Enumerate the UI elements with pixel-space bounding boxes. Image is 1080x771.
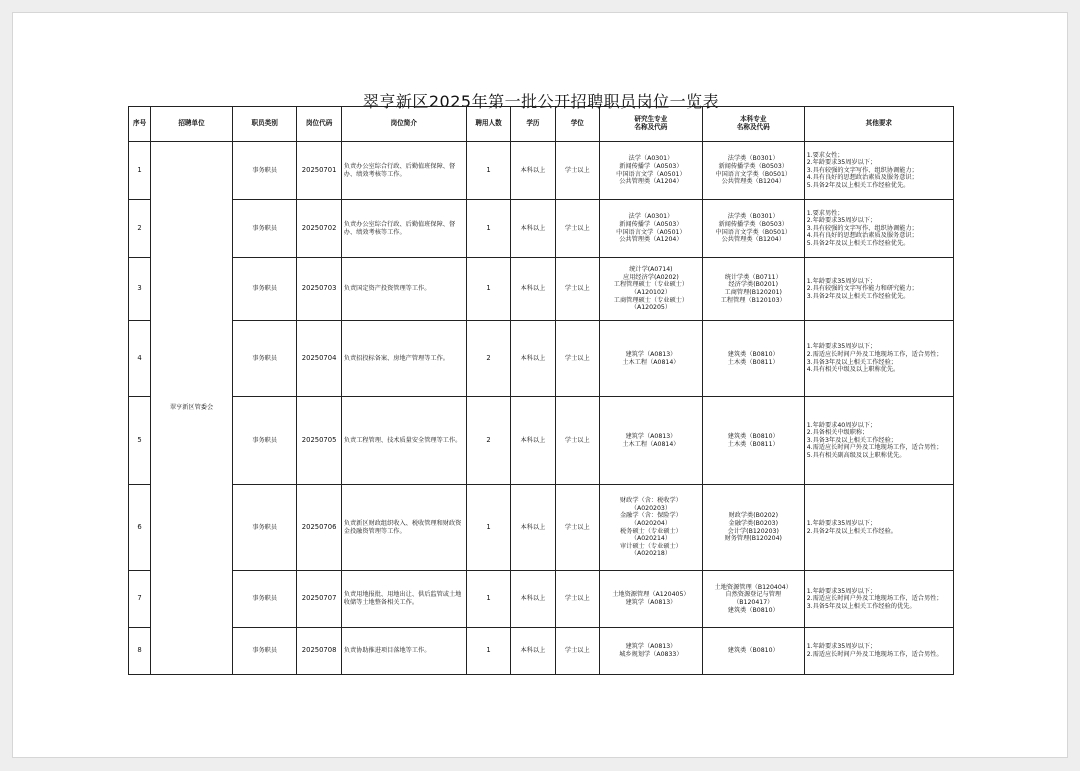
- table-row: [129, 200, 954, 258]
- cell-grad-major-line: 税务硕士（专业硕士）: [619, 527, 682, 535]
- header-ug-major: 本科专业 名称及代码: [702, 107, 804, 142]
- table-body: [129, 142, 954, 675]
- cell-seq: 1: [129, 142, 151, 200]
- cell-count: 1: [466, 485, 510, 571]
- cell-seq: 5: [129, 397, 151, 485]
- cell-ug-major: [702, 321, 804, 397]
- cell-ug-major: [702, 485, 804, 571]
- cell-desc: 负责办公室综合行政、后勤值班保障、督办、绩效考核等工作。: [341, 142, 466, 200]
- cell-ug-major-line: 土木类（B0811）: [727, 358, 779, 366]
- cell-other-line: 1.年龄要求35周岁以下；: [806, 343, 877, 351]
- cell-code: 20250708: [297, 628, 341, 675]
- cell-ug-major-line: 自然资源登记与管理: [725, 591, 782, 599]
- cell-code: 20250703: [297, 258, 341, 321]
- cell-grad-major-line: 城乡规划学（A0833）: [619, 651, 683, 658]
- cell-count: 1: [466, 258, 510, 321]
- cell-other-line: 2.需适应长时间户外及工地现场工作，适合男性。: [806, 651, 943, 658]
- cell-count: 1: [466, 628, 510, 675]
- cell-ug-major-line: 中国语言文学类（B0501）: [715, 228, 792, 236]
- header-seq: 序号: [129, 107, 151, 142]
- cell-other-line: 2.年龄要求35周岁以下；: [806, 159, 877, 167]
- cell-category: 事务职员: [232, 142, 297, 200]
- header-code: 岗位代码: [297, 107, 341, 142]
- cell-code: 20250701: [297, 142, 341, 200]
- cell-ug-major-line: 土木类（B0811）: [727, 440, 779, 448]
- cell-edu: 本科以上: [511, 321, 555, 397]
- cell-other-line: 3.具有较强的文字写作、组织协调能力；: [806, 166, 918, 174]
- cell-other-line: 4.具有相关中级及以上职称优先。: [806, 366, 900, 374]
- cell-count: 1: [466, 142, 510, 200]
- cell-edu: 本科以上: [511, 485, 555, 571]
- cell-desc: 负责国定资产投资管理等工作。: [341, 258, 466, 321]
- cell-desc: 负责新区财政组织收入、税收管理和财政资金投融资管理等工作。: [341, 485, 466, 571]
- cell-degree: 学士以上: [555, 571, 599, 628]
- cell-other-line: 3.具有较强的文字写作、组织协调能力；: [806, 224, 918, 232]
- cell-grad-major-line: 土地资源管理（A120405）: [612, 591, 690, 599]
- cell-category: 事务职员: [232, 397, 297, 485]
- cell-other-line: 5.具有相关副高级及以上职称优先。: [806, 451, 906, 459]
- cell-other-line: 3.具备2年及以上相关工作经验优先。: [806, 292, 910, 300]
- cell-grad-major-line: 法学（A0301）: [628, 213, 674, 221]
- cell-seq: 6: [129, 485, 151, 571]
- cell-desc: 负责办公室综合行政、后勤值班保障、督办、绩效考核等工作。: [341, 200, 466, 258]
- cell-ug-major-line: 财务管理(B120204): [724, 535, 782, 543]
- cell-grad-major-line: 工程管理硕士（专业硕士）: [613, 281, 689, 289]
- cell-ug-major-line: 工程管理（B120103）: [720, 296, 786, 304]
- cell-ug-major-line: 工商管理(B120201): [724, 289, 782, 296]
- cell-ug-major-line: 新闻传播学类（B0503）: [718, 162, 788, 170]
- positions-table: [128, 106, 954, 675]
- cell-desc: 负责招投标备案、房地产管理等工作。: [341, 321, 466, 397]
- cell-grad-major: [599, 485, 702, 571]
- cell-other-line: 5.具备2年及以上相关工作经验优先。: [806, 239, 910, 247]
- cell-desc: 负责用地报批、用地出让、供后监管或土地收储等土地整备相关工作。: [341, 571, 466, 628]
- cell-grad-major-line: 金融学（含：保险学）: [619, 512, 682, 520]
- cell-category: 事务职员: [232, 571, 297, 628]
- cell-grad-major-line: 法学（A0301）: [628, 155, 674, 163]
- cell-other-line: 2.具有较强的文字写作能力和研究能力；: [806, 285, 918, 293]
- cell-other-line: 1.要求男性；: [806, 209, 844, 217]
- cell-desc: 负责协助推进项目落地等工作。: [341, 628, 466, 675]
- cell-grad-major-line: （A020214）: [630, 535, 672, 543]
- cell-seq: 7: [129, 571, 151, 628]
- cell-other: [804, 397, 953, 485]
- cell-count: 2: [466, 397, 510, 485]
- header-desc: 岗位简介: [341, 107, 466, 142]
- cell-degree: 学士以上: [555, 628, 599, 675]
- cell-desc: 负责工程管理、技术质量安全管理等工作。: [341, 397, 466, 485]
- cell-seq: 4: [129, 321, 151, 397]
- cell-grad-major-line: （A020204）: [630, 519, 672, 527]
- cell-grad-major-line: 工商管理硕士（专业硕士）: [613, 296, 689, 304]
- table-row: [129, 321, 954, 397]
- cell-other-line: 1.年龄要求35周岁以下；: [806, 277, 877, 285]
- cell-grad-major: [599, 321, 702, 397]
- page-title: 翠亨新区2025年第一批公开招聘职员岗位一览表: [362, 92, 720, 111]
- cell-other: [804, 142, 953, 200]
- cell-ug-major: [702, 258, 804, 321]
- cell-count: 2: [466, 321, 510, 397]
- table-row: [129, 397, 954, 485]
- cell-code: 20250706: [297, 485, 341, 571]
- cell-grad-major: [599, 200, 702, 258]
- cell-ug-major: [702, 628, 804, 675]
- cell-ug-major-line: 公共管理类（B1204）: [721, 236, 785, 244]
- cell-other-line: 1.年龄要求35周岁以下；: [806, 643, 877, 651]
- cell-code: 20250705: [297, 397, 341, 485]
- cell-grad-major-line: 应用经济学(A0202): [623, 273, 679, 281]
- cell-category: 事务职员: [232, 321, 297, 397]
- cell-count: 1: [466, 571, 510, 628]
- cell-other-line: 2.需适应长时间户外及工地现场工作，适合男性；: [806, 595, 943, 603]
- cell-grad-major-line: 财政学（含：税收学）: [619, 497, 682, 505]
- cell-edu: 本科以上: [511, 142, 555, 200]
- cell-ug-major-line: 金融学类(B0203): [728, 519, 779, 527]
- document-page: [12, 12, 1068, 758]
- cell-category: 事务职员: [232, 485, 297, 571]
- cell-unit: 翠亨新区管委会: [151, 142, 233, 675]
- cell-degree: 学士以上: [555, 142, 599, 200]
- cell-grad-major-line: 中国语言文学（A0501）: [616, 228, 686, 236]
- cell-grad-major-line: 新闻传播学（A0503）: [619, 162, 683, 170]
- cell-grad-major-line: 土木工程（A0814）: [622, 358, 680, 366]
- cell-edu: 本科以上: [511, 397, 555, 485]
- table-row: [129, 628, 954, 675]
- cell-grad-major-line: 建筑学（A0813）: [625, 599, 677, 606]
- cell-seq: 2: [129, 200, 151, 258]
- cell-code: 20250702: [297, 200, 341, 258]
- cell-other-line: 3.具备3年及以上相关工作经验；: [806, 358, 897, 366]
- cell-ug-major-line: 经济学类(B0201): [728, 281, 779, 289]
- table-header-row: [129, 107, 954, 142]
- cell-ug-major-line: 新闻传播学类（B0503）: [718, 220, 788, 228]
- cell-other-line: 4.具有良好的思想政治素质及服务意识；: [806, 174, 918, 182]
- header-other: 其他要求: [804, 107, 953, 142]
- cell-other: [804, 321, 953, 397]
- cell-other-line: 5.具备2年及以上相关工作经验优先。: [806, 181, 910, 189]
- cell-degree: 学士以上: [555, 258, 599, 321]
- cell-ug-major-line: 法学类（B0301）: [727, 155, 779, 163]
- cell-other-line: 4.需适应长时间户外及工地现场工作，适合男性；: [806, 444, 943, 452]
- table-row: [129, 258, 954, 321]
- cell-ug-major-line: （B120417）: [733, 599, 774, 606]
- cell-ug-major-line: 建筑类（B0810）: [727, 350, 779, 358]
- cell-ug-major-line: 建筑类（B0810）: [727, 606, 779, 614]
- cell-grad-major: [599, 258, 702, 321]
- cell-grad-major-line: （A020203）: [630, 504, 672, 512]
- header-edu: 学历: [511, 107, 555, 142]
- cell-other: [804, 258, 953, 321]
- cell-category: 事务职员: [232, 628, 297, 675]
- cell-grad-major-line: 新闻传播学（A0503）: [619, 220, 683, 228]
- cell-grad-major-line: 建筑学（A0813）: [625, 350, 677, 358]
- cell-grad-major-line: 建筑学（A0813）: [625, 643, 677, 651]
- cell-grad-major-line: 中国语言文学（A0501）: [616, 170, 686, 178]
- cell-other-line: 3.具备3年及以上相关工作经验；: [806, 436, 897, 444]
- cell-other-line: 1.要求女性；: [806, 151, 844, 159]
- cell-category: 事务职员: [232, 200, 297, 258]
- cell-grad-major: [599, 397, 702, 485]
- cell-other-line: 2.年龄要求35周岁以下；: [806, 217, 877, 225]
- cell-grad-major-line: （A020218）: [630, 550, 672, 558]
- cell-grad-major: [599, 571, 702, 628]
- cell-edu: 本科以上: [511, 628, 555, 675]
- cell-ug-major: [702, 200, 804, 258]
- cell-grad-major-line: 建筑学（A0813）: [625, 432, 677, 440]
- table-row: [129, 485, 954, 571]
- cell-degree: 学士以上: [555, 485, 599, 571]
- cell-seq: 3: [129, 258, 151, 321]
- cell-other: [804, 628, 953, 675]
- cell-degree: 学士以上: [555, 397, 599, 485]
- cell-grad-major-line: 统计学(A0714): [629, 266, 673, 274]
- cell-ug-major: [702, 397, 804, 485]
- header-category: 职员类别: [232, 107, 297, 142]
- cell-edu: 本科以上: [511, 258, 555, 321]
- cell-ug-major-line: 建筑类（B0810）: [727, 432, 779, 440]
- cell-other-line: 1.年龄要求40周岁以下；: [806, 421, 877, 429]
- cell-code: 20250707: [297, 571, 341, 628]
- cell-other: [804, 571, 953, 628]
- header-unit: 招聘单位: [151, 107, 233, 142]
- cell-seq: 8: [129, 628, 151, 675]
- cell-other-line: 2.需适应长时间户外及工地现场工作，适合男性；: [806, 350, 943, 358]
- cell-ug-major-line: 统计学类（B0711）: [724, 273, 782, 281]
- header-degree: 学位: [555, 107, 599, 142]
- cell-grad-major-line: 土木工程（A0814）: [622, 440, 680, 448]
- header-grad-major: 研究生专业 名称及代码: [599, 107, 702, 142]
- cell-edu: 本科以上: [511, 200, 555, 258]
- cell-ug-major-line: 公共管理类（B1204）: [721, 178, 785, 186]
- cell-code: 20250704: [297, 321, 341, 397]
- cell-ug-major-line: 土地资源管理（B120404）: [714, 583, 792, 591]
- cell-ug-major-line: 法学类（B0301）: [727, 213, 779, 221]
- cell-count: 1: [466, 200, 510, 258]
- cell-other-line: 3.具备5年及以上相关工作经验的优先。: [806, 602, 916, 610]
- cell-grad-major: [599, 628, 702, 675]
- cell-other: [804, 485, 953, 571]
- cell-ug-major-line: 会计学(B120203): [727, 527, 779, 535]
- cell-grad-major-line: 公共管理类（A1204）: [619, 178, 683, 186]
- cell-grad-major-line: （A120205）: [630, 304, 672, 312]
- cell-ug-major: [702, 142, 804, 200]
- cell-degree: 学士以上: [555, 321, 599, 397]
- cell-edu: 本科以上: [511, 571, 555, 628]
- cell-ug-major-line: 建筑类（B0810）: [727, 647, 779, 655]
- cell-other-line: 4.具有良好的思想政治素质及服务意识；: [806, 232, 918, 240]
- cell-degree: 学士以上: [555, 200, 599, 258]
- cell-grad-major-line: 审计硕士（专业硕士）: [619, 542, 682, 550]
- cell-other-line: 2.具备相关中级职称；: [806, 429, 869, 437]
- cell-other-line: 1.年龄要求35周岁以下；: [806, 519, 877, 527]
- table-row: [129, 142, 954, 200]
- cell-other-line: 2.具备2年及以上相关工作经验。: [806, 527, 897, 535]
- cell-other-line: 1.年龄要求35周岁以下；: [806, 587, 877, 595]
- header-count: 聘用人数: [466, 107, 510, 142]
- cell-other: [804, 200, 953, 258]
- cell-grad-major: [599, 142, 702, 200]
- cell-ug-major-line: 财政学类(B0202): [728, 512, 779, 520]
- table-row: [129, 571, 954, 628]
- cell-category: 事务职员: [232, 258, 297, 321]
- cell-grad-major-line: （A120102）: [630, 289, 672, 296]
- cell-ug-major: [702, 571, 804, 628]
- cell-ug-major-line: 中国语言文学类（B0501）: [715, 170, 792, 178]
- cell-grad-major-line: 公共管理类（A1204）: [619, 236, 683, 244]
